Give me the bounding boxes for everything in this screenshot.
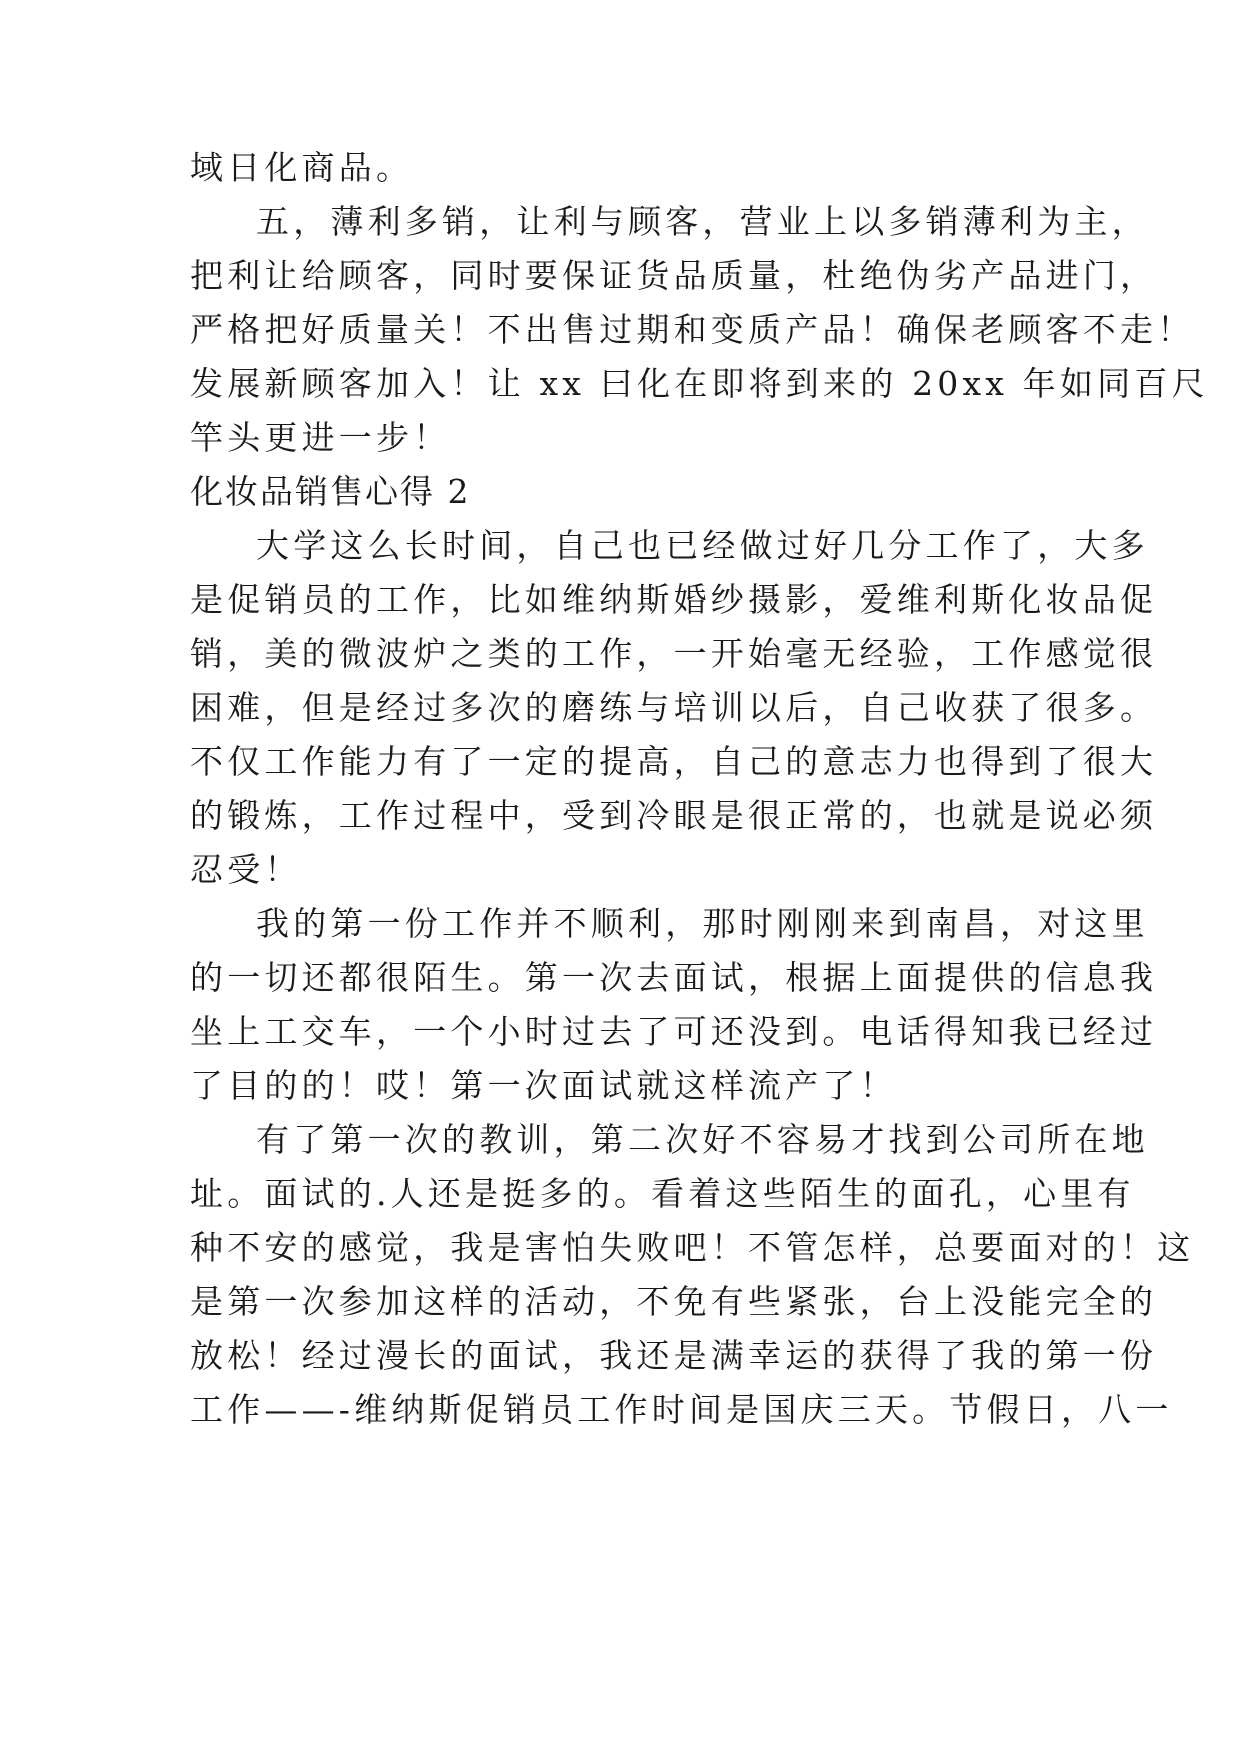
text-line: 是促销员的工作，比如维纳斯婚纱摄影，爱维利斯化妆品促 xyxy=(190,580,1158,619)
text-line: 的锻炼，工作过程中，受到冷眼是很正常的，也就是说必须 xyxy=(190,796,1158,835)
text-line: 的一切还都很陌生。第一次去面试，根据上面提供的信息我 xyxy=(190,958,1158,997)
text-line: 不仅工作能力有了一定的提高，自己的意志力也得到了很大 xyxy=(190,742,1158,781)
section-heading: 化妆品销售心得 2 xyxy=(190,472,471,511)
text-line: 是第一次参加这样的活动，不免有些紧张，台上没能完全的 xyxy=(190,1282,1158,1321)
paragraph-start-line: 有了第一次的教训，第二次好不容易才找到公司所在地 xyxy=(256,1120,1149,1159)
text-line: 工作——-维纳斯促销员工作时间是国庆三天。节假日，八一 xyxy=(190,1390,1173,1429)
text-line: 严格把好质量关！不出售过期和变质产品！确保老顾客不走！ xyxy=(190,310,1195,349)
text-line: 竿头更进一步！ xyxy=(190,418,451,457)
text-line: 销，美的微波炉之类的工作，一开始毫无经验，工作感觉很 xyxy=(190,634,1158,673)
paragraph-start-line: 我的第一份工作并不顺利，那时刚刚来到南昌，对这里 xyxy=(256,904,1149,943)
text-line: 坐上工交车，一个小时过去了可还没到。电话得知我已经过 xyxy=(190,1012,1158,1051)
text-line: 困难，但是经过多次的磨练与培训以后，自己收获了很多。 xyxy=(190,688,1158,727)
text-line: 域日化商品。 xyxy=(190,148,414,187)
paragraph-start-line: 五，薄利多销，让利与顾客，营业上以多销薄利为主， xyxy=(256,202,1149,241)
text-line: 忍受！ xyxy=(190,850,302,889)
text-line: 发展新顾客加入！让 xx 曰化在即将到来的 20xx 年如同百尺 xyxy=(190,364,1209,403)
text-line: 种不安的感觉，我是害怕失败吧！不管怎样，总要面对的！这 xyxy=(190,1228,1195,1267)
text-line: 了目的的！哎！第一次面试就这样流产了！ xyxy=(190,1066,897,1105)
text-line: 把利让给顾客，同时要保证货品质量，杜绝伪劣产品进门， xyxy=(190,256,1158,295)
text-line: 址。面试的.人还是挺多的。看着这些陌生的面孔，心里有 xyxy=(190,1174,1135,1213)
paragraph-start-line: 大学这么长时间，自己也已经做过好几分工作了，大多 xyxy=(256,526,1149,565)
text-line: 放松！经过漫长的面试，我还是满幸运的获得了我的第一份 xyxy=(190,1336,1158,1375)
